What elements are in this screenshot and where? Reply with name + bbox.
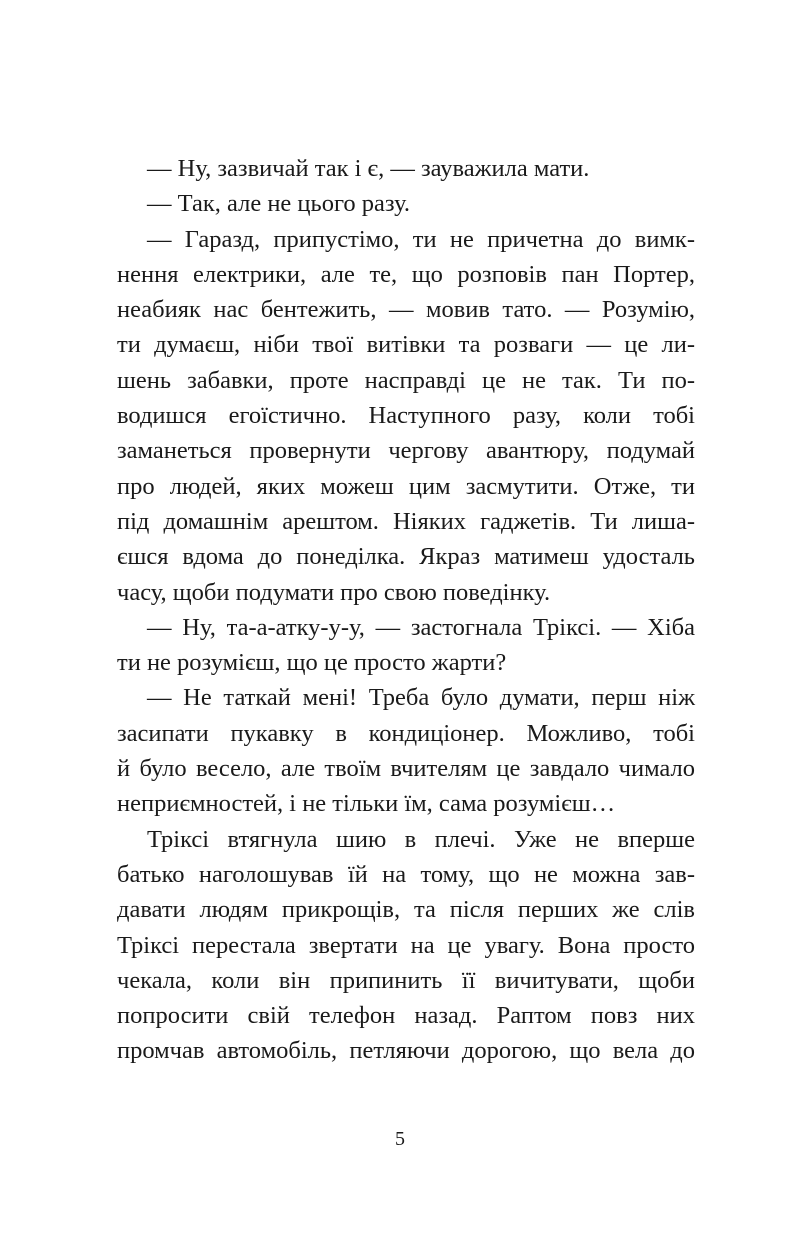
text-line: під домашнім арештом. Ніяких гаджетів. Ти лиша-	[117, 507, 695, 535]
text-line: нення електрики, але те, що розповів пан Портер,	[117, 260, 695, 288]
text-line: шень забавки, проте насправді це не так. Ти по-	[117, 366, 695, 394]
text-line: неабияк нас бентежить, — мовив тато. — Розумію,	[117, 296, 695, 324]
text-line: й було весело, але твоїм вчителям це завдало чимало	[117, 755, 695, 783]
text-line: — Ну, та-а-атку-у-у, — застогнала Тріксі. — Хіба	[147, 613, 695, 641]
page-number: 5	[395, 1128, 405, 1150]
text-line: Тріксі втягнула шию в плечі. Уже не вперше	[147, 825, 695, 853]
text-line: давати людям прикрощів, та після перших же слів	[117, 896, 695, 924]
text-line: неприємностей, і не тільки їм, сама розумієш…	[117, 790, 616, 818]
text-line: часу, щоби подумати про свою поведінку.	[117, 578, 551, 606]
text-line: — Так, але не цього разу.	[147, 190, 410, 218]
text-line: єшся вдома до понеділка. Якраз матимеш удосталь	[117, 543, 695, 571]
text-line: чекала, коли він припинить її вичитувати, щоби	[117, 966, 695, 994]
text-line: ти не розумієш, що це просто жарти?	[117, 649, 507, 677]
text-line: засипати пукавку в кондиціонер. Можливо, тобі	[117, 719, 695, 747]
text-line: Тріксі перестала звертати на це увагу. Вона просто	[117, 931, 695, 959]
text-line: батько наголошував їй на тому, що не можна зав-	[117, 860, 695, 888]
text-line: — Ну, зазвичай так і є, — зауважила мати.	[147, 155, 590, 182]
text-line: ти думаєш, ніби твої витівки та розваги — це ли-	[117, 331, 695, 359]
text-line: про людей, яких можеш цим засмутити. Отже, ти	[117, 472, 695, 500]
text-line: — Не таткай мені! Треба було думати, перш ніж	[147, 684, 695, 712]
text-line: — Гаразд, припустімо, ти не причетна до вимк-	[147, 225, 695, 253]
text-line: попросити свій телефон назад. Раптом повз них	[117, 1002, 695, 1030]
text-line: водишся егоїстично. Наступного разу, коли тобі	[117, 402, 695, 430]
body-text	[117, 151, 695, 1069]
text-line: промчав автомобіль, петляючи дорогою, що вела до	[117, 1037, 695, 1065]
text-line: заманеться провернути чергову авантюру, подумай	[117, 437, 695, 465]
